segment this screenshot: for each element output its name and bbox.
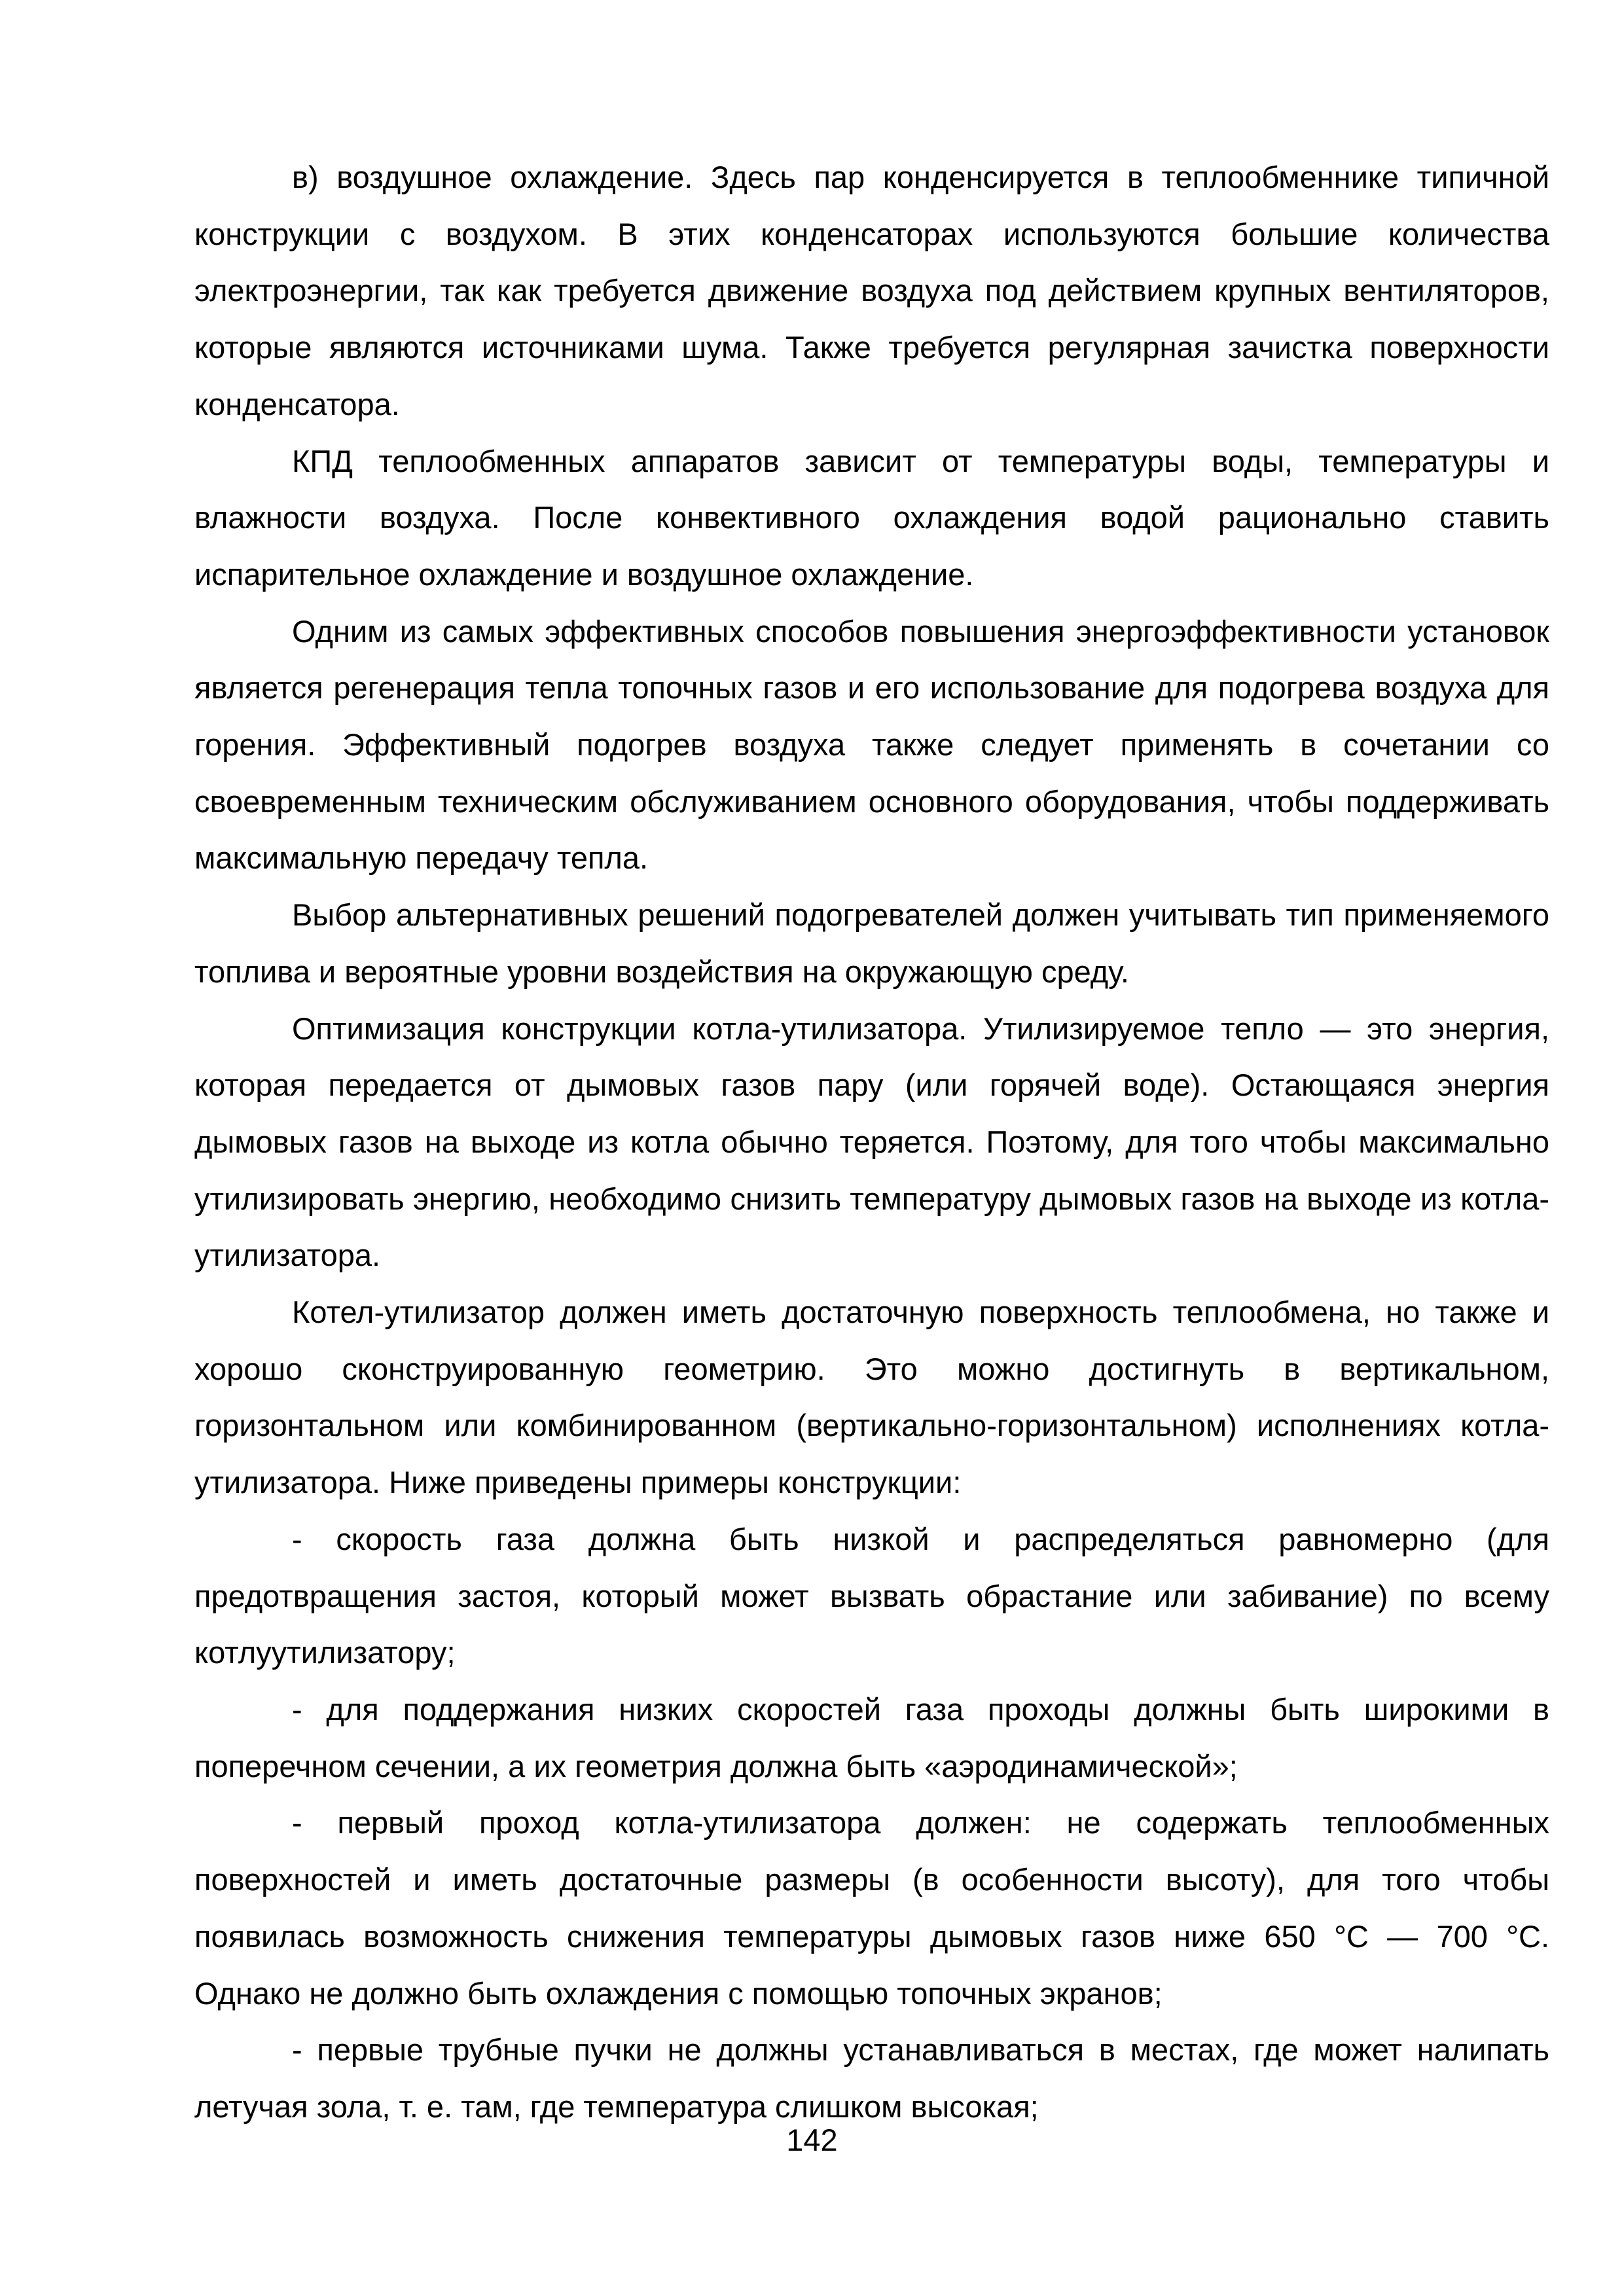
- paragraph-preheater-choice: Выбор альтернативных решений подогревателей должен учитывать тип применяемого топлива и вероятные уровни воздействия на окружающую среду.: [194, 897, 1549, 989]
- paragraph-heat-regeneration: Одним из самых эффективных способов повышения энергоэффективности установок является регенерация тепла топочных газов и его использование для подогрева воздуха для горения. Эффективный подогрев воздуха также следует применять в сочетании со своевременным техническим обслуживанием основного оборудования, чтобы поддерживать максимальную передачу тепла.: [194, 613, 1549, 876]
- paragraph-heat-exchanger-efficiency: КПД теплообменных аппаратов зависит от температуры воды, температуры и влажности воздуха. После конвективного охлаждения водой рационально ставить испарительное охлаждение и воздушное охлаждение.: [194, 443, 1549, 592]
- list-item-gas-velocity: - скорость газа должна быть низкой и распределяться равномерно (для предотвращения застоя, который может вызвать обрастание или забивание) по всему котлуутилизатору;: [194, 1521, 1549, 1670]
- paragraph-boiler-optimization: Оптимизация конструкции котла-утилизатора. Утилизируемое тепло — это энергия, которая передается от дымовых газов пару (или горячей воде). Остающаяся энергия дымовых газов на выходе из котла обычно теряется. Поэтому, для того чтобы максимально утилизировать энергию, необходимо снизить температуру дымовых газов на выходе из котла-утилизатора.: [194, 1011, 1549, 1273]
- page-number: 142: [786, 2123, 838, 2157]
- list-item-tube-bundles: - первые трубные пучки не должны устанавливаться в местах, где может налипать летучая зола, т. е. там, где температура слишком высокая;: [194, 2032, 1549, 2124]
- body-text: [194, 149, 1549, 2136]
- list-item-wide-passages: - для поддержания низких скоростей газа проходы должны быть широкими в поперечном сечении, а их геометрия должна быть «аэродинамической»;: [194, 1691, 1549, 1784]
- paragraph-air-cooling: в) воздушное охлаждение. Здесь пар конденсируется в теплообменнике типичной конструкции с воздухом. В этих конденсаторах используются большие количества электроэнергии, так как требуется движение воздуха под действием крупных вентиляторов, которые являются источниками шума. Также требуется регулярная зачистка поверхности конденсатора.: [194, 160, 1549, 422]
- list-item-first-pass: - первый проход котла-утилизатора должен: не содержать теплообменных поверхностей и иметь достаточные размеры (в особенности высоту), для того чтобы появилась возможность снижения температуры дымовых газов ниже 650 °С — 700 °С. Однако не должно быть охлаждения с помощью топочных экранов;: [194, 1805, 1549, 2011]
- paragraph-boiler-geometry: Котел-утилизатор должен иметь достаточную поверхность теплообмена, но также и хорошо сконструированную геометрию. Это можно достигнуть в вертикальном, горизонтальном или комбинированном (вертикально-горизонтальном) исполнениях котла-утилизатора. Ниже приведены примеры конструкции:: [194, 1295, 1549, 1500]
